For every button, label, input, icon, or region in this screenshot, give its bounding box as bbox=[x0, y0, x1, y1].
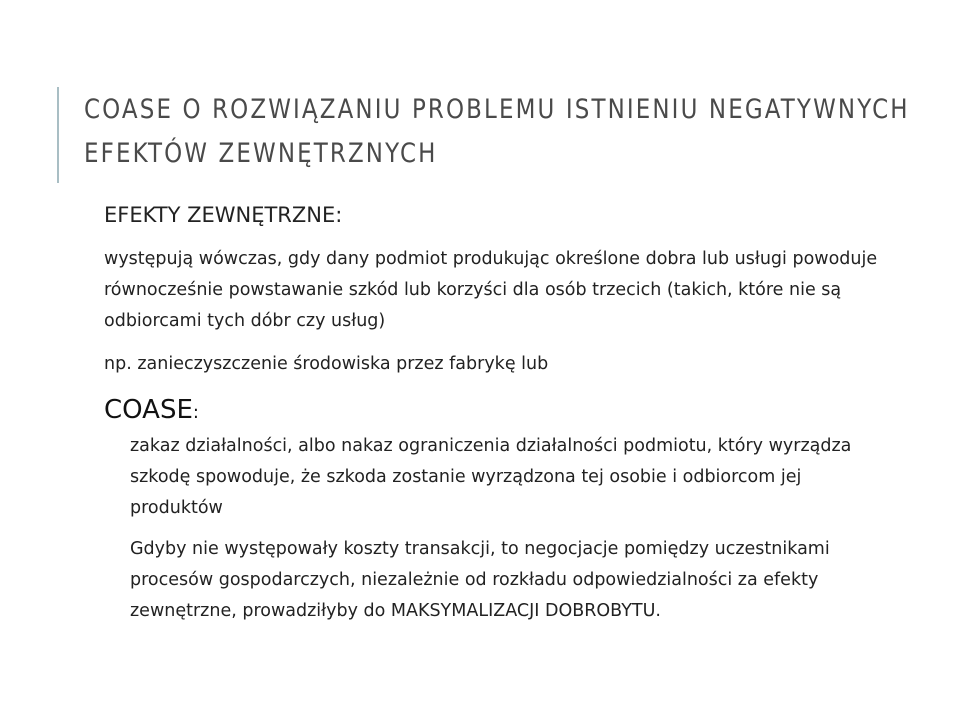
externalities-example: np. zanieczyszczenie środowiska przez fabrykę lub bbox=[104, 354, 549, 374]
slide-content bbox=[104, 200, 884, 637]
coase-label: COASE bbox=[104, 395, 193, 425]
coase-point-2: Gdyby nie występowały koszty transakcji, to negocjacje pomiędzy uczestnikami procesów gospodarczych, niezależnie od rozkładu odpowiedzialności za efekty zewnętrzne, prowadziłyby do MAKSYMALIZACJI DOBROBYTU. bbox=[130, 539, 830, 621]
externalities-heading: EFEKTY ZEWNĘTRZNE: bbox=[104, 203, 343, 227]
coase-point-1: zakaz działalności, albo nakaz ograniczenia działalności podmiotu, który wyrządza szkodę spowoduje, że szkoda zostanie wyrządzona tej osobie i odbiorcom jej produktów bbox=[130, 436, 852, 518]
coase-points bbox=[130, 431, 884, 627]
slide-title-line1: COASE O ROZWIĄZANIU PROBLEMU ISTNIENIU NEGATYWNYCH bbox=[84, 94, 910, 125]
title-accent-bar bbox=[57, 87, 59, 183]
coase-colon: : bbox=[192, 402, 199, 423]
slide-title-line2: EFEKTÓW ZEWNĘTRZNYCH bbox=[84, 138, 438, 169]
slide-title bbox=[84, 88, 934, 176]
externalities-definition: występują wówczas, gdy dany podmiot produkując określone dobra lub usługi powoduje równocześnie powstawanie szkód lub korzyści dla osób trzecich (takich, które nie są odbiorcami tych dóbr czy usług) bbox=[104, 249, 878, 331]
coase-heading bbox=[104, 392, 884, 431]
